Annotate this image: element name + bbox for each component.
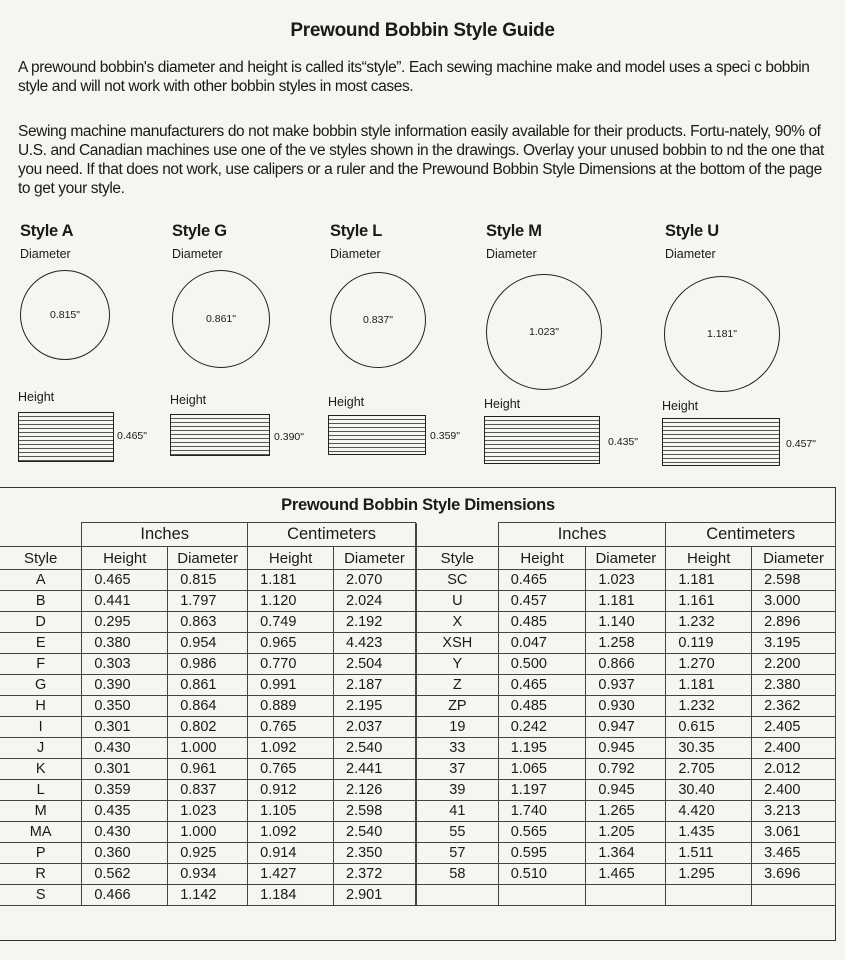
height-label: Height [170,393,207,407]
cm-height-cell: 0.770 [248,654,334,675]
dimensions-title: Prewound Bobbin Style Dimensions [281,496,555,514]
style-cell: U [417,591,499,612]
style-u-block [665,222,815,261]
inch-diameter-cell: 0.930 [586,696,666,717]
diameter-label: Diameter [172,247,223,261]
cm-diameter-cell: 2.540 [334,738,416,759]
table-row [417,675,836,696]
diameter-label: Diameter [330,247,381,261]
cm-height-cell: 1.184 [248,885,334,906]
style-a-block [20,222,170,261]
style-cell: M [0,801,82,822]
inch-height-cell: 0.301 [82,759,168,780]
style-name: Style U [665,222,719,240]
style-cell: 37 [417,759,499,780]
page-title: Prewound Bobbin Style Guide [290,20,555,41]
inch-height-cell [498,885,586,906]
inch-diameter-cell: 0.866 [586,654,666,675]
inch-height-cell: 0.047 [498,633,586,654]
height-value: 0.359" [430,430,461,442]
cm-diameter-cell: 4.423 [334,633,416,654]
cm-height-cell: 0.749 [248,612,334,633]
cm-diameter-cell: 2.405 [752,717,836,738]
table-row [417,738,836,759]
group-centimeters: Centimeters [248,523,416,547]
inch-diameter-cell: 1.465 [586,864,666,885]
table-row [0,822,416,843]
cm-diameter-cell: 2.070 [334,570,416,591]
table-row [417,633,836,654]
diameter-value: 1.181" [706,328,737,340]
inch-diameter-cell: 0.864 [168,696,248,717]
diameter-value: 0.837" [362,314,393,326]
cm-diameter-cell: 2.024 [334,591,416,612]
cm-height-cell: 1.435 [666,822,752,843]
table-row [417,654,836,675]
cm-diameter-cell: 2.504 [334,654,416,675]
bobbin-height-box [18,412,114,462]
diameter-label: Diameter [665,247,716,261]
inch-diameter-cell: 1.205 [586,822,666,843]
inch-diameter-cell: 1.000 [168,738,248,759]
inch-height-cell: 0.565 [498,822,586,843]
bobbin-diameter-circle [172,270,270,368]
style-cell: S [0,885,82,906]
col-height: Height [666,547,752,570]
cm-diameter-cell: 2.896 [752,612,836,633]
inch-diameter-cell: 1.023 [586,570,666,591]
group-inches: Inches [498,523,666,547]
col-diameter: Diameter [586,547,666,570]
cm-diameter-cell: 2.195 [334,696,416,717]
col-diameter: Diameter [752,547,836,570]
inch-diameter-cell: 0.863 [168,612,248,633]
style-cell: H [0,696,82,717]
inch-height-cell: 0.510 [498,864,586,885]
style-m-block [486,222,636,261]
bobbin-diameter-circle [486,274,602,390]
cm-height-cell: 0.119 [666,633,752,654]
cm-height-cell: 0.889 [248,696,334,717]
style-cell: P [0,843,82,864]
inch-diameter-cell [586,885,666,906]
style-cell: J [0,738,82,759]
style-cell: A [0,570,82,591]
table-row [417,801,836,822]
inch-height-cell: 1.195 [498,738,586,759]
inch-diameter-cell: 0.861 [168,675,248,696]
style-cell: F [0,654,82,675]
table-row [0,864,416,885]
inch-height-cell: 0.595 [498,843,586,864]
inch-diameter-cell: 0.925 [168,843,248,864]
table-row [417,612,836,633]
cm-height-cell: 0.765 [248,717,334,738]
group-inches: Inches [82,523,248,547]
cm-height-cell: 1.092 [248,822,334,843]
inch-diameter-cell: 0.945 [586,780,666,801]
group-centimeters: Centimeters [666,523,836,547]
cm-height-cell: 1.161 [666,591,752,612]
cm-diameter-cell: 3.213 [752,801,836,822]
inch-diameter-cell: 0.947 [586,717,666,738]
style-name: Style A [20,222,74,240]
bobbin-height-box [328,415,426,455]
height-label: Height [662,399,699,413]
bobbin-diameter-circle [20,270,110,360]
inch-diameter-cell: 1.023 [168,801,248,822]
inch-diameter-cell: 0.986 [168,654,248,675]
inch-height-cell: 0.359 [82,780,168,801]
table-row [417,885,836,906]
blank-cell [417,523,499,547]
style-name: Style L [330,222,383,240]
intro-paragraph-1: A prewound bobbin's diameter and height is called its“style”. Each sewing machine make and model uses a speci c bobbin style and will not work with other bobbin styles in most cases. [18,59,810,95]
cm-height-cell: 30.40 [666,780,752,801]
cm-height-cell: 0.965 [248,633,334,654]
col-height: Height [498,547,586,570]
inch-height-cell: 0.465 [498,570,586,591]
col-diameter: Diameter [168,547,248,570]
style-cell: 33 [417,738,499,759]
style-cell: 39 [417,780,499,801]
intro-paragraph-2: Sewing machine manufacturers do not make bobbin style information easily available for their products. Fortu-nately, 90% of U.S. and Canadian machines use one of the ve styles shown in the drawings. Overlay your unused bobbin to nd the one that you need. If that does not work, use calipers or a ruler and the Prewound Bobbin Style Dimensions at the bottom of the page to get your style. [18,123,824,197]
style-cell: B [0,591,82,612]
diameter-value: 1.023" [528,326,559,338]
inch-height-cell: 0.465 [498,675,586,696]
table-row [417,759,836,780]
inch-diameter-cell: 1.797 [168,591,248,612]
height-value: 0.457" [786,438,817,450]
diameter-value: 0.861" [205,313,236,325]
inch-height-cell: 1.197 [498,780,586,801]
inch-diameter-cell: 0.954 [168,633,248,654]
inch-height-cell: 0.562 [82,864,168,885]
table-row [0,570,416,591]
cm-diameter-cell: 3.000 [752,591,836,612]
table-row [417,780,836,801]
height-label: Height [18,390,55,404]
inch-height-cell: 0.430 [82,738,168,759]
table-row [0,612,416,633]
bobbin-diameter-circle [330,272,426,368]
inch-diameter-cell: 1.000 [168,822,248,843]
cm-height-cell: 1.232 [666,612,752,633]
cm-diameter-cell: 2.012 [752,759,836,780]
inch-diameter-cell: 1.140 [586,612,666,633]
inch-height-cell: 0.301 [82,717,168,738]
bobbin-height-box [170,414,270,456]
diameter-label: Diameter [486,247,537,261]
inch-diameter-cell: 0.937 [586,675,666,696]
height-label: Height [484,397,521,411]
cm-diameter-cell: 2.037 [334,717,416,738]
cm-diameter-cell: 2.192 [334,612,416,633]
table-row [0,738,416,759]
dimensions-table-left [0,522,416,906]
cm-height-cell: 1.120 [248,591,334,612]
cm-height-cell: 1.270 [666,654,752,675]
table-row [0,591,416,612]
style-cell: SC [417,570,499,591]
cm-height-cell: 1.511 [666,843,752,864]
table-row [417,822,836,843]
cm-diameter-cell [752,885,836,906]
style-cell: 55 [417,822,499,843]
cm-height-cell: 1.295 [666,864,752,885]
inch-height-cell: 0.435 [82,801,168,822]
dimensions-section [0,487,836,941]
style-cell [417,885,499,906]
cm-height-cell: 1.427 [248,864,334,885]
style-cell: X [417,612,499,633]
inch-height-cell: 0.380 [82,633,168,654]
cm-height-cell: 0.991 [248,675,334,696]
table-row [0,843,416,864]
cm-diameter-cell: 2.598 [752,570,836,591]
cm-diameter-cell: 2.350 [334,843,416,864]
table-row [417,717,836,738]
style-cell: L [0,780,82,801]
table-row [0,885,416,906]
inch-height-cell: 0.465 [82,570,168,591]
table-row [0,675,416,696]
style-cell: XSH [417,633,499,654]
style-cell: 57 [417,843,499,864]
dimensions-table-right [416,522,836,906]
inch-diameter-cell: 1.265 [586,801,666,822]
table-row [0,717,416,738]
style-cell: Y [417,654,499,675]
style-cell: G [0,675,82,696]
inch-height-cell: 0.441 [82,591,168,612]
table-row [417,843,836,864]
cm-diameter-cell: 3.696 [752,864,836,885]
inch-height-cell: 1.740 [498,801,586,822]
inch-height-cell: 0.350 [82,696,168,717]
diameter-value: 0.815" [49,309,80,321]
style-cell: K [0,759,82,780]
style-cell: 19 [417,717,499,738]
inch-diameter-cell: 0.961 [168,759,248,780]
col-height: Height [82,547,168,570]
style-cell: 58 [417,864,499,885]
inch-diameter-cell: 0.792 [586,759,666,780]
bobbin-height-box [662,418,780,466]
style-name: Style M [486,222,542,240]
col-style: Style [0,547,82,570]
cm-height-cell: 4.420 [666,801,752,822]
bobbin-height-box [484,416,600,464]
inch-height-cell: 0.466 [82,885,168,906]
height-label: Height [328,395,365,409]
style-cell: E [0,633,82,654]
height-value: 0.390" [274,431,305,443]
inch-diameter-cell: 0.945 [586,738,666,759]
inch-height-cell: 0.485 [498,612,586,633]
cm-diameter-cell: 2.441 [334,759,416,780]
cm-height-cell: 0.912 [248,780,334,801]
inch-height-cell: 0.500 [498,654,586,675]
inch-diameter-cell: 0.934 [168,864,248,885]
col-diameter: Diameter [334,547,416,570]
table-row [417,570,836,591]
inch-diameter-cell: 1.181 [586,591,666,612]
bobbin-diameter-circle [664,276,780,392]
cm-height-cell [666,885,752,906]
table-row [0,696,416,717]
cm-height-cell: 2.705 [666,759,752,780]
table-row [0,780,416,801]
cm-height-cell: 1.181 [248,570,334,591]
inch-height-cell: 0.485 [498,696,586,717]
cm-diameter-cell: 2.400 [752,738,836,759]
blank-cell [0,523,82,547]
inch-diameter-cell: 0.837 [168,780,248,801]
style-cell: I [0,717,82,738]
cm-height-cell: 0.615 [666,717,752,738]
cm-diameter-cell: 2.598 [334,801,416,822]
inch-diameter-cell: 0.802 [168,717,248,738]
height-value: 0.435" [608,436,639,448]
cm-diameter-cell: 2.400 [752,780,836,801]
style-cell: Z [417,675,499,696]
style-name: Style G [172,222,227,240]
diameter-label: Diameter [20,247,71,261]
cm-height-cell: 1.232 [666,696,752,717]
col-height: Height [248,547,334,570]
cm-height-cell: 0.765 [248,759,334,780]
cm-height-cell: 1.092 [248,738,334,759]
table-row [0,633,416,654]
inch-height-cell: 0.303 [82,654,168,675]
table-row [0,759,416,780]
inch-height-cell: 0.295 [82,612,168,633]
inch-diameter-cell: 0.815 [168,570,248,591]
inch-height-cell: 0.242 [498,717,586,738]
cm-diameter-cell: 2.540 [334,822,416,843]
style-cell: MA [0,822,82,843]
cm-diameter-cell: 3.465 [752,843,836,864]
inch-diameter-cell: 1.142 [168,885,248,906]
cm-height-cell: 0.914 [248,843,334,864]
inch-diameter-cell: 1.258 [586,633,666,654]
cm-height-cell: 1.181 [666,675,752,696]
style-l-block [330,222,480,261]
table-row [417,696,836,717]
style-g-block [172,222,322,261]
cm-diameter-cell: 2.372 [334,864,416,885]
cm-diameter-cell: 2.362 [752,696,836,717]
inch-height-cell: 0.430 [82,822,168,843]
table-row [417,591,836,612]
style-cell: ZP [417,696,499,717]
table-row [417,864,836,885]
inch-height-cell: 0.390 [82,675,168,696]
style-cell: 41 [417,801,499,822]
inch-height-cell: 0.457 [498,591,586,612]
table-row [0,801,416,822]
cm-diameter-cell: 2.200 [752,654,836,675]
cm-diameter-cell: 2.187 [334,675,416,696]
table-row [0,654,416,675]
cm-diameter-cell: 2.380 [752,675,836,696]
style-cell: R [0,864,82,885]
inch-height-cell: 1.065 [498,759,586,780]
height-value: 0.465" [117,430,148,442]
inch-height-cell: 0.360 [82,843,168,864]
cm-diameter-cell: 2.126 [334,780,416,801]
cm-height-cell: 1.105 [248,801,334,822]
style-cell: D [0,612,82,633]
col-style: Style [417,547,499,570]
cm-diameter-cell: 3.195 [752,633,836,654]
cm-diameter-cell: 3.061 [752,822,836,843]
cm-diameter-cell: 2.901 [334,885,416,906]
cm-height-cell: 30.35 [666,738,752,759]
cm-height-cell: 1.181 [666,570,752,591]
inch-diameter-cell: 1.364 [586,843,666,864]
